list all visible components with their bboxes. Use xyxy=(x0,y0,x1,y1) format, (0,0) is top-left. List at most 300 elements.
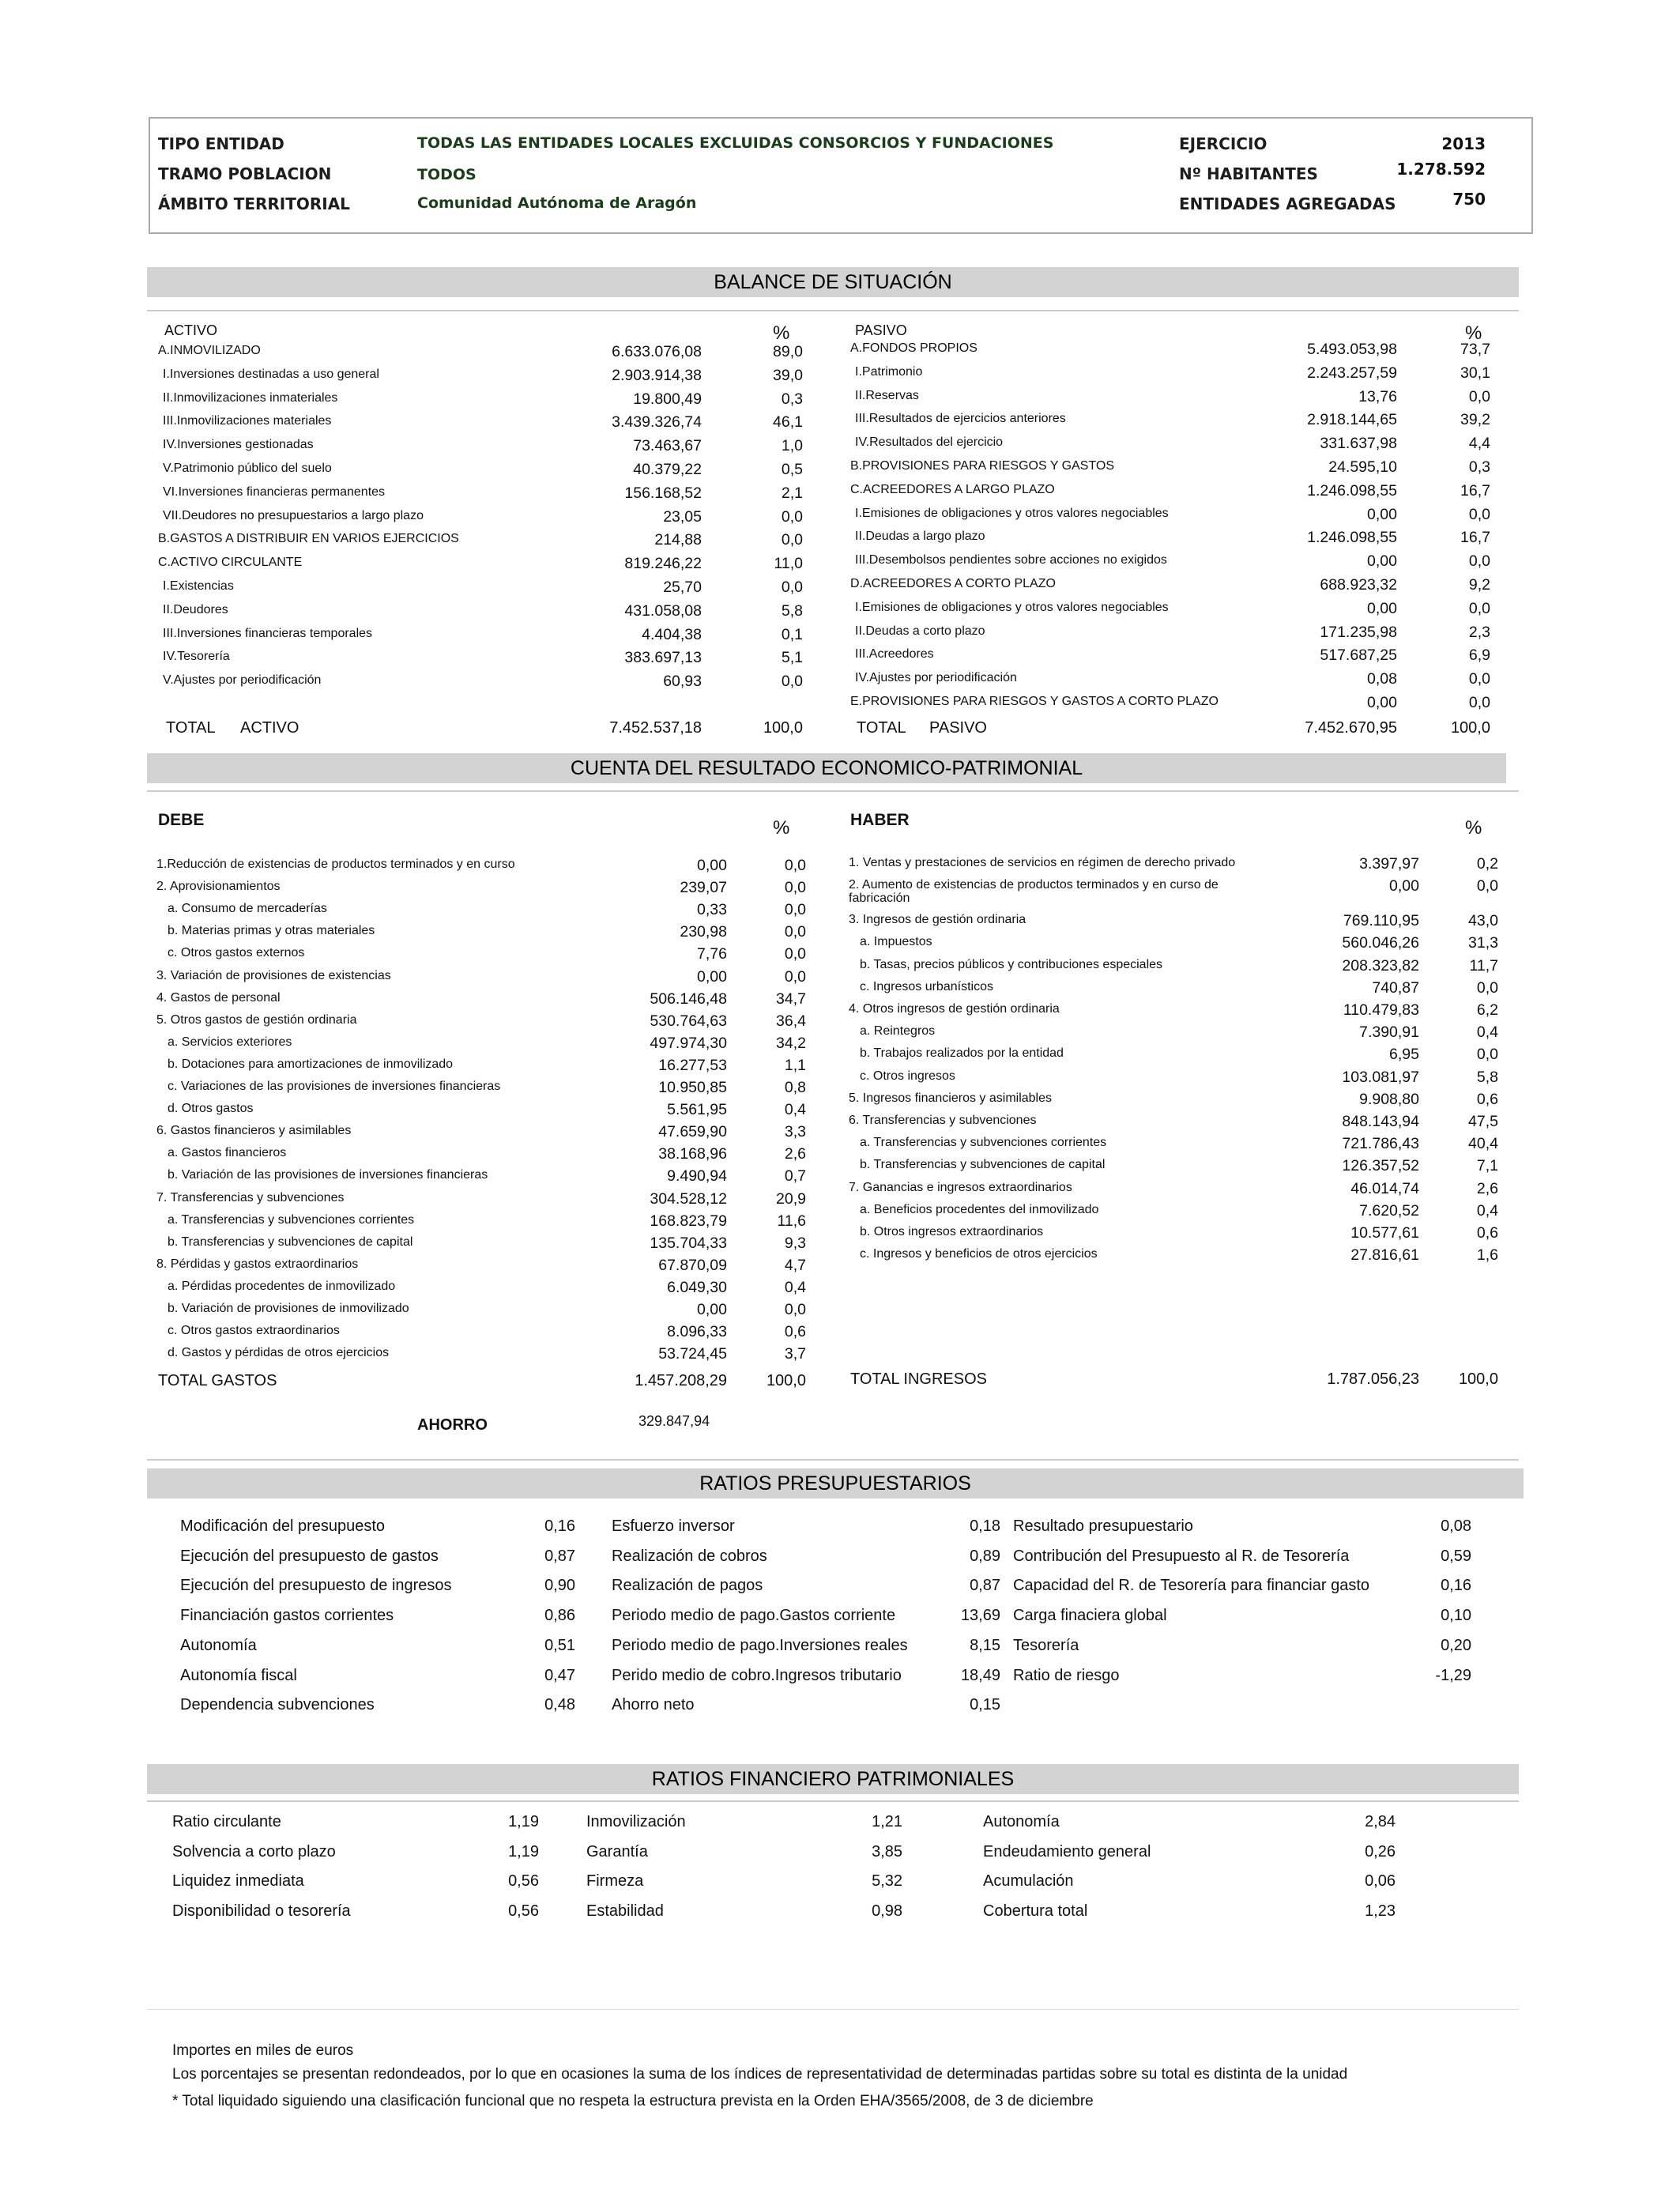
row-value: 46.014,74 xyxy=(1350,1179,1419,1197)
pasivo-row xyxy=(850,383,1506,407)
balance-section-title: BALANCE DE SITUACIÓN xyxy=(147,267,1519,297)
row-value: 7.620,52 xyxy=(1359,1201,1419,1220)
row-pct: 34,7 xyxy=(776,990,806,1008)
ratio-label: Endeudamiento general xyxy=(983,1842,1151,1860)
row-pct: 39,2 xyxy=(1460,411,1490,429)
row-label: II.Deudores xyxy=(163,602,228,616)
ratio-label: Realización de pagos xyxy=(612,1577,763,1595)
total-ingresos-label: TOTAL INGRESOS xyxy=(850,1370,987,1388)
row-label: b. Variación de las provisiones de inversiones financieras xyxy=(168,1168,488,1182)
row-value: 13,76 xyxy=(1358,387,1397,405)
debe-row xyxy=(156,1186,812,1209)
row-pct: 0,4 xyxy=(1476,1201,1498,1220)
haber-row xyxy=(849,1130,1505,1154)
row-value: 67.870,09 xyxy=(658,1256,727,1274)
ratio-value: 5,32 xyxy=(872,1872,902,1891)
ratio-value: 0,87 xyxy=(544,1547,575,1565)
haber-row xyxy=(849,850,1505,874)
ratio-label: Periodo medio de pago.Inversiones reales xyxy=(612,1636,908,1654)
debe-row xyxy=(156,1318,812,1342)
row-label: c. Otros gastos extraordinarios xyxy=(168,1324,340,1338)
ratio-label: Estabilidad xyxy=(586,1902,664,1921)
row-pct: 0,7 xyxy=(784,1167,806,1186)
ratio-value: 0,08 xyxy=(1441,1517,1471,1535)
ratio-value: 1,23 xyxy=(1365,1902,1396,1921)
row-label: 5. Ingresos financieros y asimilables xyxy=(849,1091,1053,1105)
debe-row xyxy=(156,1296,812,1320)
row-pct: 0,4 xyxy=(784,1101,806,1119)
row-label: a. Consumo de mercaderías xyxy=(168,902,327,916)
row-pct: 2,1 xyxy=(781,484,803,502)
total-gastos-label: TOTAL GASTOS xyxy=(158,1372,277,1389)
row-label: 3. Variación de provisiones de existencias xyxy=(156,968,391,982)
row-value: 110.479,83 xyxy=(1343,1001,1419,1019)
row-pct: 46,1 xyxy=(773,413,803,432)
row-label: a. Beneficios procedentes del inmovilizado xyxy=(860,1202,1099,1216)
row-value: 1.246.098,55 xyxy=(1307,481,1397,499)
ratios-financieros-rule xyxy=(147,1800,1519,1802)
entidades-agregadas-label: ENTIDADES AGREGADAS xyxy=(1179,194,1396,213)
pasivo-row xyxy=(850,406,1506,430)
row-value: 214,88 xyxy=(654,531,702,549)
debe-row xyxy=(156,896,812,920)
ratio-label: Periodo medio de pago.Gastos corriente xyxy=(612,1607,896,1625)
row-value: 0,00 xyxy=(1389,877,1419,895)
row-pct: 30,1 xyxy=(1460,364,1490,382)
row-label: c. Ingresos y beneficios de otros ejercicios xyxy=(860,1247,1098,1261)
row-value: 208.323,82 xyxy=(1342,956,1419,974)
row-value: 769.110,95 xyxy=(1343,912,1419,930)
ratio-value: 0,56 xyxy=(508,1902,539,1921)
tramo-poblacion-value: TODOS xyxy=(417,166,477,183)
activo-row xyxy=(158,550,806,574)
row-pct: 43,0 xyxy=(1468,912,1498,930)
ratio-value: 0,51 xyxy=(544,1636,575,1654)
row-label: C.ACTIVO CIRCULANTE xyxy=(158,556,303,570)
total-activo-pct: 100,0 xyxy=(763,719,803,737)
row-pct: 7,1 xyxy=(1476,1157,1498,1175)
debe-pct-header: % xyxy=(773,817,790,839)
haber-row xyxy=(849,1152,1505,1176)
pasivo-row xyxy=(850,642,1506,665)
row-label: II.Deudas a largo plazo xyxy=(855,530,985,544)
debe-row xyxy=(156,1030,812,1054)
row-value: 6,95 xyxy=(1389,1046,1419,1064)
row-label: II.Reservas xyxy=(855,388,919,402)
ratio-value: 0,89 xyxy=(970,1547,1000,1565)
row-pct: 0,0 xyxy=(784,945,806,963)
row-value: 10.950,85 xyxy=(658,1079,727,1096)
pasivo-row xyxy=(850,454,1506,477)
row-pct: 1,0 xyxy=(781,437,803,455)
pasivo-row xyxy=(850,595,1506,619)
row-pct: 0,0 xyxy=(784,923,806,941)
haber-row xyxy=(849,997,1505,1020)
row-value: 819.246,22 xyxy=(624,555,702,573)
row-pct: 0,0 xyxy=(781,531,803,549)
pasivo-row xyxy=(850,665,1506,689)
ratio-label: Capacidad del R. de Tesorería para financiar gasto xyxy=(1013,1577,1370,1595)
row-value: 2.903.914,38 xyxy=(612,366,702,384)
row-pct: 0,3 xyxy=(1468,458,1490,476)
ratio-value: 1,19 xyxy=(508,1813,539,1830)
row-pct: 0,2 xyxy=(1476,855,1498,873)
row-value: 0,00 xyxy=(1367,599,1397,617)
row-value: 5.493.053,98 xyxy=(1307,341,1397,358)
debe-row xyxy=(156,1052,812,1076)
ratio-value: 0,18 xyxy=(970,1517,1000,1535)
haber-row xyxy=(849,1041,1505,1065)
row-label: IV.Resultados del ejercicio xyxy=(855,435,1004,450)
activo-row xyxy=(158,621,806,645)
total-gastos-pct: 100,0 xyxy=(766,1372,806,1389)
haber-row xyxy=(849,952,1505,976)
row-label: VI.Inversiones financieras permanentes xyxy=(163,484,386,499)
row-pct: 5,8 xyxy=(781,601,803,620)
total-ingresos-value: 1.787.056,23 xyxy=(1327,1370,1419,1388)
ratio-value: 1,21 xyxy=(872,1813,902,1830)
ratio-value: 0,59 xyxy=(1441,1547,1471,1565)
row-label: b. Trabajos realizados por la entidad xyxy=(860,1046,1064,1061)
notes-rule xyxy=(147,2009,1519,2010)
row-value: 560.046,26 xyxy=(1342,934,1419,952)
ratio-value: 1,19 xyxy=(508,1842,539,1860)
note-importes: Importes en miles de euros xyxy=(172,2042,354,2059)
row-label: III.Inmovilizaciones materiales xyxy=(163,414,332,428)
ratio-label: Garantía xyxy=(586,1842,648,1860)
row-label: I.Emisiones de obligaciones y otros valores negociables xyxy=(855,506,1169,520)
ratio-value: 18,49 xyxy=(960,1666,1000,1684)
ratio-label: Autonomía xyxy=(180,1636,257,1654)
row-label: c. Variaciones de las provisiones de inversiones financieras xyxy=(168,1080,501,1093)
row-label: a. Pérdidas procedentes de inmovilizado xyxy=(168,1279,396,1293)
row-pct: 5,1 xyxy=(781,649,803,667)
pasivo-row xyxy=(850,619,1506,643)
ratio-value: 0,47 xyxy=(544,1666,575,1684)
row-pct: 36,4 xyxy=(776,1012,806,1030)
debe-row xyxy=(156,1118,812,1142)
row-label: 7. Transferencias y subvenciones xyxy=(156,1190,345,1204)
row-pct: 2,6 xyxy=(1476,1179,1498,1197)
row-pct: 11,0 xyxy=(774,555,803,573)
debe-row xyxy=(156,1140,812,1164)
row-label: A.FONDOS PROPIOS xyxy=(850,341,977,355)
row-value: 383.697,13 xyxy=(624,649,702,667)
row-label: b. Tasas, precios públicos y contribuciones especiales xyxy=(860,957,1163,971)
ratio-label: Modificación del presupuesto xyxy=(180,1517,386,1535)
cuenta-section-title: CUENTA DEL RESULTADO ECONOMICO-PATRIMONIAL xyxy=(147,753,1506,783)
row-pct: 0,0 xyxy=(1476,1046,1498,1064)
activo-row xyxy=(158,598,806,621)
note-total-liquidado: * Total liquidado siguiendo una clasificación funcional que no respeta la estructura prevista en la Orden EHA/3565/2008, de 3 de diciembre xyxy=(172,2093,1094,2109)
row-pct: 20,9 xyxy=(776,1189,806,1208)
row-pct: 0,0 xyxy=(781,507,803,526)
row-label: d. Gastos y pérdidas de otros ejercicios xyxy=(168,1346,390,1360)
row-pct: 0,0 xyxy=(784,901,806,919)
activo-row xyxy=(158,409,806,432)
row-value: 60,93 xyxy=(663,673,702,691)
ratio-value: 0,98 xyxy=(872,1902,902,1921)
row-pct: 2,3 xyxy=(1468,623,1490,641)
row-pct: 0,0 xyxy=(784,967,806,986)
row-value: 16.277,53 xyxy=(658,1056,727,1074)
debe-row xyxy=(156,1274,812,1298)
row-label: c. Otros gastos externos xyxy=(168,946,305,960)
row-value: 171.235,98 xyxy=(1320,623,1397,641)
row-label: b. Transferencias y subvenciones de capital xyxy=(860,1158,1106,1172)
row-value: 848.143,94 xyxy=(1342,1113,1419,1130)
row-pct: 0,0 xyxy=(1468,387,1490,405)
ratio-label: Realización de cobros xyxy=(612,1547,767,1565)
row-label: d. Otros gastos xyxy=(168,1102,254,1116)
row-value: 27.816,61 xyxy=(1350,1246,1419,1265)
row-pct: 0,0 xyxy=(784,857,806,874)
ahorro-label: AHORRO xyxy=(417,1416,488,1434)
total-activo-label2: ACTIVO xyxy=(240,719,299,737)
ratio-value: 3,85 xyxy=(872,1842,902,1860)
total-pasivo-pct: 100,0 xyxy=(1450,719,1490,737)
row-pct: 0,1 xyxy=(781,625,803,643)
row-pct: 0,6 xyxy=(1476,1224,1498,1242)
row-value: 517.687,25 xyxy=(1320,647,1397,665)
row-pct: 0,5 xyxy=(781,461,803,478)
row-value: 0,00 xyxy=(697,1301,727,1318)
ratio-label: Perido medio de cobro.Ingresos tributario xyxy=(612,1666,902,1684)
pasivo-row xyxy=(850,360,1506,383)
haber-row xyxy=(849,1108,1505,1132)
ratio-label: Solvencia a corto plazo xyxy=(172,1842,336,1860)
debe-row xyxy=(156,1163,812,1186)
debe-row xyxy=(156,941,812,964)
row-value: 126.357,52 xyxy=(1342,1157,1419,1175)
row-label: B.PROVISIONES PARA RIESGOS Y GASTOS xyxy=(850,459,1115,473)
row-label: 4. Gastos de personal xyxy=(156,990,281,1005)
row-label: a. Servicios exteriores xyxy=(168,1035,292,1049)
ratio-value: 0,87 xyxy=(970,1577,1000,1595)
row-value: 431.058,08 xyxy=(624,601,702,620)
row-pct: 0,0 xyxy=(1468,552,1490,571)
row-value: 24.595,10 xyxy=(1328,458,1397,476)
row-pct: 9,2 xyxy=(1468,576,1490,594)
row-label: III.Desembolsos pendientes sobre acciones no exigidos xyxy=(855,553,1167,567)
row-value: 3.439.326,74 xyxy=(612,413,702,432)
row-label: a. Reintegros xyxy=(860,1024,936,1039)
ahorro-value: 329.847,94 xyxy=(638,1413,710,1429)
activo-row xyxy=(158,432,806,456)
row-value: 0,00 xyxy=(1367,505,1397,523)
activo-pct-header: % xyxy=(773,322,790,344)
row-value: 38.168,96 xyxy=(658,1145,727,1163)
total-activo-label: TOTAL xyxy=(166,719,216,737)
total-activo-value: 7.452.537,18 xyxy=(609,719,702,737)
row-pct: 0,0 xyxy=(781,673,803,691)
tipo-entidad-value: TODAS LAS ENTIDADES LOCALES EXCLUIDAS CONSORCIOS Y FUNDACIONES xyxy=(417,134,1054,152)
row-value: 40.379,22 xyxy=(633,461,702,478)
ratio-label: Tesorería xyxy=(1013,1636,1079,1654)
row-pct: 0,0 xyxy=(1468,694,1490,711)
row-value: 19.800,49 xyxy=(633,390,702,408)
row-pct: 0,0 xyxy=(784,879,806,897)
activo-row xyxy=(158,574,806,598)
haber-row xyxy=(849,907,1505,931)
row-value: 0,33 xyxy=(697,901,727,919)
row-pct: 0,0 xyxy=(1468,505,1490,523)
ratio-value: 0,20 xyxy=(1441,1636,1471,1654)
row-value: 688.923,32 xyxy=(1320,576,1397,594)
row-label: II.Inmovilizaciones inmateriales xyxy=(163,390,338,405)
row-pct: 47,5 xyxy=(1468,1113,1498,1130)
row-pct: 4,4 xyxy=(1468,435,1490,453)
ratio-label: Inmovilización xyxy=(586,1813,686,1830)
activo-row xyxy=(158,386,806,409)
row-value: 103.081,97 xyxy=(1342,1068,1419,1086)
tramo-poblacion-label: TRAMO POBLACION xyxy=(158,164,332,183)
row-label: IV.Tesorería xyxy=(163,650,230,664)
row-pct: 0,8 xyxy=(784,1079,806,1096)
row-value: 239,07 xyxy=(680,879,727,897)
debe-row xyxy=(156,1096,812,1120)
row-value: 73.463,67 xyxy=(633,437,702,455)
balance-rule xyxy=(147,310,1519,311)
row-label: c. Otros ingresos xyxy=(860,1069,955,1083)
row-pct: 1,1 xyxy=(784,1056,806,1074)
row-label: 6. Gastos financieros y asimilables xyxy=(156,1124,352,1138)
pasivo-row xyxy=(850,501,1506,525)
activo-row xyxy=(158,338,806,362)
row-value: 9.490,94 xyxy=(667,1167,727,1186)
row-pct: 4,7 xyxy=(784,1256,806,1274)
row-pct: 6,9 xyxy=(1468,647,1490,665)
row-label: 5. Otros gastos de gestión ordinaria xyxy=(156,1012,357,1027)
row-pct: 11,7 xyxy=(1469,956,1498,974)
row-value: 47.659,90 xyxy=(658,1123,727,1141)
ratio-value: 0,26 xyxy=(1365,1842,1396,1860)
row-value: 0,00 xyxy=(1367,694,1397,711)
ratio-label: Autonomía fiscal xyxy=(180,1666,297,1684)
row-pct: 0,0 xyxy=(1476,978,1498,997)
row-pct: 39,0 xyxy=(773,366,803,384)
row-label: a. Gastos financieros xyxy=(168,1146,287,1160)
ratio-value: 8,15 xyxy=(970,1636,1000,1654)
row-value: 530.764,63 xyxy=(650,1012,727,1030)
row-pct: 3,3 xyxy=(784,1123,806,1141)
haber-row xyxy=(849,1242,1505,1265)
row-value: 7.390,91 xyxy=(1359,1023,1419,1042)
total-gastos-value: 1.457.208,29 xyxy=(635,1372,727,1389)
activo-row xyxy=(158,644,806,668)
row-label: IV.Inversiones gestionadas xyxy=(163,438,314,452)
row-value: 1.246.098,55 xyxy=(1307,529,1397,547)
row-pct: 0,6 xyxy=(1476,1090,1498,1108)
row-pct: 2,6 xyxy=(784,1145,806,1163)
row-label: V.Patrimonio público del suelo xyxy=(163,462,332,475)
note-porcentajes: Los porcentajes se presentan redondeados, por lo que en ocasiones la suma de los índices de representatividad de determinadas partidas sobre su total es distinta de la unidad xyxy=(172,2066,1348,2083)
row-value: 23,05 xyxy=(663,507,702,526)
row-value: 497.974,30 xyxy=(650,1034,727,1052)
debe-row xyxy=(156,1208,812,1231)
row-label: VII.Deudores no presupuestarios a largo plazo xyxy=(163,508,424,522)
debe-row xyxy=(156,963,812,987)
total-pasivo-label: TOTAL xyxy=(857,719,906,737)
row-value: 168.823,79 xyxy=(650,1212,727,1230)
row-value: 53.724,45 xyxy=(658,1345,727,1363)
ratio-label: Autonomía xyxy=(983,1813,1060,1830)
row-pct: 0,4 xyxy=(1476,1023,1498,1042)
ratio-value: 2,84 xyxy=(1365,1813,1396,1830)
total-pasivo-label2: PASIVO xyxy=(929,719,987,737)
haber-pct-header: % xyxy=(1465,817,1482,839)
row-pct: 6,2 xyxy=(1476,1001,1498,1019)
row-pct: 0,0 xyxy=(784,1301,806,1318)
row-pct: 31,3 xyxy=(1468,934,1498,952)
ejercicio-value: 2013 xyxy=(1441,134,1486,153)
ratio-label: Liquidez inmediata xyxy=(172,1872,304,1891)
activo-row xyxy=(158,668,806,692)
row-pct: 0,6 xyxy=(784,1323,806,1341)
row-value: 6.633.076,08 xyxy=(612,343,702,360)
haber-row xyxy=(849,974,1505,998)
row-label: 4. Otros ingresos de gestión ordinaria xyxy=(849,1002,1060,1016)
pasivo-row xyxy=(850,477,1506,501)
row-pct: 73,7 xyxy=(1460,341,1490,358)
ratios-financieros-title: RATIOS FINANCIERO PATRIMONIALES xyxy=(147,1764,1519,1794)
ratio-label: Ratio de riesgo xyxy=(1013,1666,1120,1684)
debe-row xyxy=(156,1074,812,1098)
ambito-territorial-value: Comunidad Autónoma de Aragón xyxy=(417,194,697,212)
row-label: b. Materias primas y otras materiales xyxy=(168,924,375,938)
row-pct: 16,7 xyxy=(1460,529,1490,547)
haber-row xyxy=(849,1220,1505,1243)
ratio-label: Disponibilidad o tesorería xyxy=(172,1902,351,1921)
debe-row xyxy=(156,918,812,942)
row-label: a. Transferencias y subvenciones corrientes xyxy=(860,1136,1107,1150)
ratio-label: Cobertura total xyxy=(983,1902,1088,1921)
pasivo-row xyxy=(850,524,1506,548)
row-label: 3. Ingresos de gestión ordinaria xyxy=(849,913,1026,927)
ratio-label: Resultado presupuestario xyxy=(1013,1517,1193,1535)
ratios-presupuestarios-title: RATIOS PRESUPUESTARIOS xyxy=(147,1468,1524,1498)
haber-row xyxy=(849,1086,1505,1110)
row-label: 1. Ventas y prestaciones de servicios en régimen de derecho privado xyxy=(849,856,1236,869)
row-label: a. Impuestos xyxy=(860,935,932,949)
ratio-value: 0,16 xyxy=(544,1517,575,1535)
row-value: 3.397,97 xyxy=(1359,855,1419,873)
total-ingresos-pct: 100,0 xyxy=(1458,1370,1498,1388)
row-label: b. Otros ingresos extraordinarios xyxy=(860,1225,1044,1238)
row-label: 2. Aumento de existencias de productos terminados y en curso de fabricación xyxy=(849,878,1219,905)
row-value: 135.704,33 xyxy=(650,1234,727,1252)
row-value: 2.918.144,65 xyxy=(1307,411,1397,429)
debe-row xyxy=(156,852,812,876)
ratio-value: 0,56 xyxy=(508,1872,539,1891)
row-value: 2.243.257,59 xyxy=(1307,364,1397,382)
pasivo-row xyxy=(850,548,1506,571)
ratio-value: 0,15 xyxy=(970,1696,1000,1714)
row-label: C.ACREEDORES A LARGO PLAZO xyxy=(850,482,1055,496)
ratio-label: Ratio circulante xyxy=(172,1813,281,1830)
row-value: 6.049,30 xyxy=(667,1278,727,1296)
total-pasivo-value: 7.452.670,95 xyxy=(1305,719,1397,737)
row-pct: 0,4 xyxy=(784,1278,806,1296)
row-label: IV.Ajustes por periodificación xyxy=(855,671,1017,685)
haber-row xyxy=(849,1175,1505,1199)
row-value: 0,00 xyxy=(697,967,727,986)
row-pct: 34,2 xyxy=(776,1034,806,1052)
haber-row xyxy=(849,1064,1505,1088)
ratio-label: Ejecución del presupuesto de ingresos xyxy=(180,1577,452,1595)
ratio-value: 0,86 xyxy=(544,1607,575,1625)
ratio-label: Esfuerzo inversor xyxy=(612,1517,735,1535)
